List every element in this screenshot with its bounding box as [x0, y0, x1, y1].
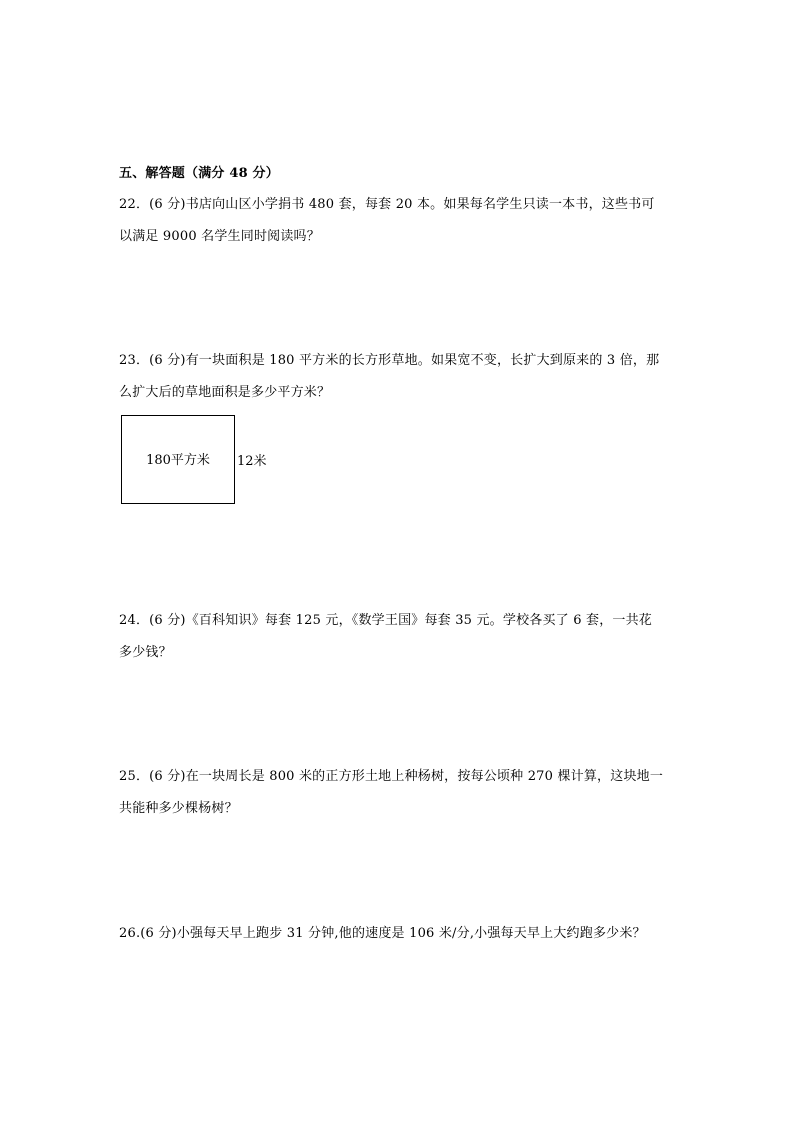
question-26-line-1: 26.(6 分)小强每天早上跑步 31 分钟,他的速度是 106 米/分,小强每天早上大约跑多少米？: [119, 926, 646, 941]
question-23-line-2: 么扩大后的草地面积是多少平方米？: [119, 385, 331, 400]
question-22-line-1: 22．(6 分)书店向山区小学捐书 480 套，每套 20 本。如果每名学生只读一本书，这些书可: [119, 197, 655, 212]
question-25-line-1: 25．(6 分)在一块周长是 800 米的正方形土地上种杨树，按每公顷种 270 棵计算，这块地一: [119, 769, 664, 784]
question-24-line-1: 24．(6 分)《百科知识》每套 125 元，《数学王国》每套 35 元。学校各买了 6 套，一共花: [119, 613, 653, 628]
section-title: 五、解答题（满分 48 分）: [119, 166, 279, 181]
question-25-line-2: 共能种多少棵杨树？: [119, 801, 238, 816]
question-23-line-1: 23．(6 分)有一块面积是 180 平方米的长方形草地。如果宽不变，长扩大到原来的 3 倍，那: [119, 353, 660, 368]
diagram-side-label: 12米: [237, 454, 267, 469]
question-22-line-2: 以满足 9000 名学生同时阅读吗？: [119, 229, 320, 244]
rectangle-diagram: [121, 415, 235, 504]
diagram-area-label: 180平方米: [146, 453, 210, 468]
question-24-line-2: 多少钱？: [119, 645, 172, 660]
